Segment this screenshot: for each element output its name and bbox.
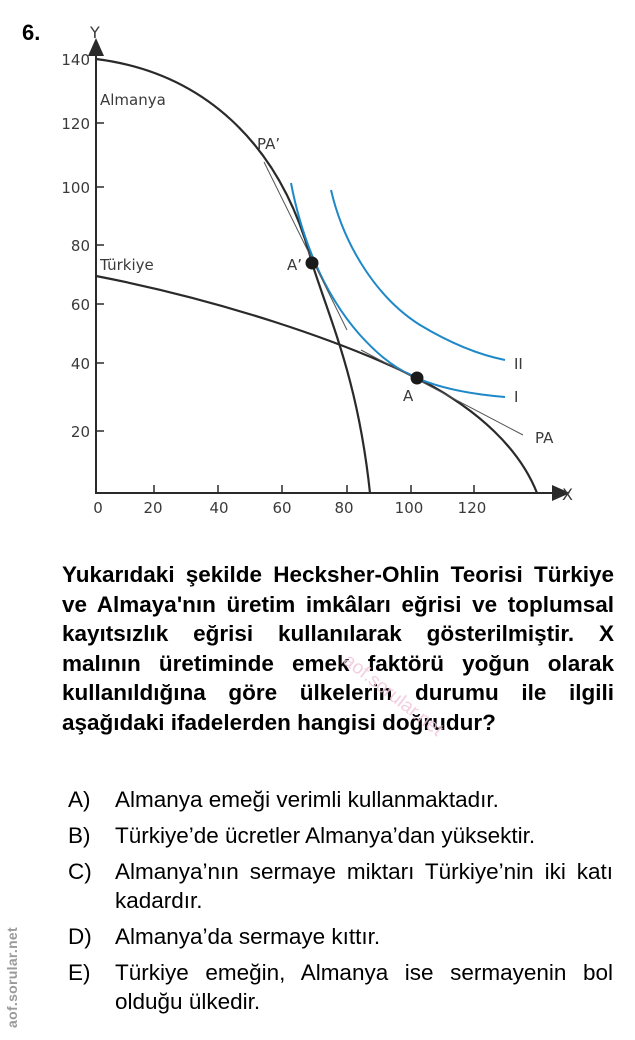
option-letter: C) xyxy=(68,859,92,884)
price-line-pa xyxy=(361,350,523,435)
question-text: Yukarıdaki şekilde Hecksher-Ohlin Teorisi Türkiye ve Almaya'nın üretim imkâları eğrisi ve toplumsal kayıtsızlık eğrisi kullanılarak gösterilmiştir. X malının üretiminde emek faktörü yoğun olarak kullanıldığına göre ülkelerin durumu ile ilgili aşağıdaki ifadelerden hangisi doğrudur? xyxy=(62,562,614,735)
option-text: Türkiye’de ücretler Almanya’dan yüksektir. xyxy=(115,823,536,848)
label-curve-ii: II xyxy=(514,355,523,373)
label-almanya: Almanya xyxy=(100,91,166,109)
svg-text:80: 80 xyxy=(70,237,90,255)
point-a-prime xyxy=(306,257,319,270)
point-a xyxy=(411,372,424,385)
indifference-curve-i xyxy=(291,183,505,397)
svg-text:40: 40 xyxy=(209,499,229,517)
svg-text:0: 0 xyxy=(93,499,103,517)
x-tick-labels xyxy=(93,499,486,517)
center-watermark: aof.sorular.net xyxy=(339,650,447,741)
option-text: Almanya’nın sermaye miktarı Türkiye’nin iki katı kadardır. xyxy=(115,859,613,913)
option-letter: E) xyxy=(68,960,91,985)
indifference-curve-ii xyxy=(331,190,505,360)
label-turkiye: Türkiye xyxy=(100,256,154,274)
svg-text:20: 20 xyxy=(143,499,163,517)
svg-text:140: 140 xyxy=(61,51,90,69)
price-line-pa-prime xyxy=(264,162,347,330)
label-pa-prime: PA’ xyxy=(257,135,281,153)
label-curve-i: I xyxy=(514,388,519,406)
option-text: Almanya’da sermaye kıttır. xyxy=(115,924,381,949)
label-a: A xyxy=(403,387,414,405)
almanya-ppf-curve xyxy=(96,59,370,493)
option-letter: B) xyxy=(68,823,91,848)
answer-options xyxy=(68,785,613,1023)
option-letter: A) xyxy=(68,787,91,812)
svg-text:80: 80 xyxy=(334,499,354,517)
turkiye-ppf-curve xyxy=(96,276,537,493)
svg-text:40: 40 xyxy=(70,355,90,373)
y-tick-labels xyxy=(61,51,90,441)
y-axis-label: Y xyxy=(90,23,100,42)
option-c[interactable] xyxy=(68,857,613,915)
svg-text:100: 100 xyxy=(61,179,90,197)
side-watermark: aof.sorular.net xyxy=(4,927,20,1028)
option-b[interactable] xyxy=(68,821,613,850)
option-a[interactable] xyxy=(68,785,613,814)
svg-text:60: 60 xyxy=(70,296,90,314)
question-number: 6. xyxy=(22,20,41,45)
option-d[interactable] xyxy=(68,922,613,951)
option-text: Türkiye emeğin, Almanya ise sermayenin bol olduğu ülkedir. xyxy=(115,960,613,1014)
option-e[interactable] xyxy=(68,958,613,1016)
label-a-prime: A’ xyxy=(287,256,303,274)
label-pa: PA xyxy=(535,429,554,447)
option-text: Almanya emeği verimli kullanmaktadır. xyxy=(115,787,499,812)
x-axis-label: X xyxy=(562,485,573,504)
svg-text:60: 60 xyxy=(272,499,292,517)
svg-text:20: 20 xyxy=(70,423,90,441)
svg-text:100: 100 xyxy=(394,499,424,517)
option-letter: D) xyxy=(68,924,92,949)
x-ticks xyxy=(154,485,474,493)
svg-text:120: 120 xyxy=(61,115,90,133)
svg-text:120: 120 xyxy=(457,499,487,517)
